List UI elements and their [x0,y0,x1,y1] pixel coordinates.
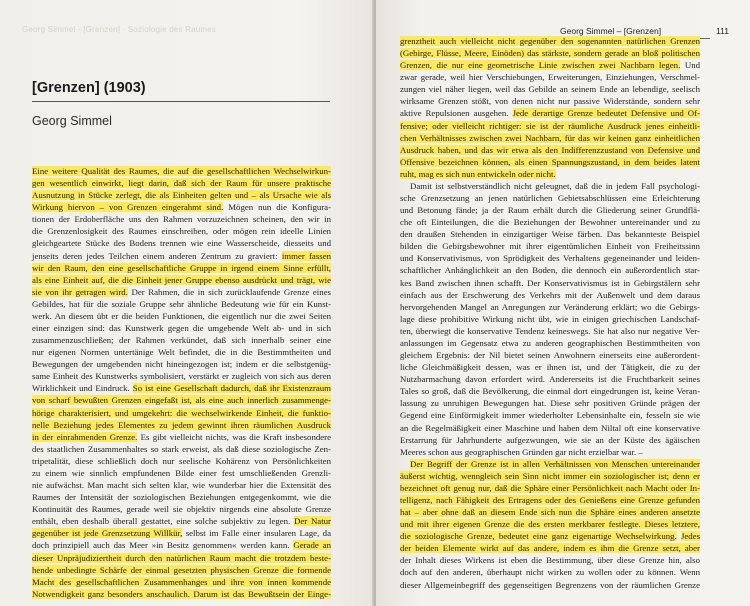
text-line [400,470,700,482]
plain-text: selbst im Falle einer insularen Lage, da [182,528,331,539]
text-line: Damit ist selbstverständlich nicht geleugnet, daß die in jedem Fall psychologi- [410,180,700,191]
text-line [400,59,700,71]
highlight-mark: fensive; oder vielleicht richtiger: sie ist der räumliche Ausdruck jenes einheitli- [400,120,700,131]
text-line: zungen viel näher liegen, weil das Gebilde an seinem Ende an lebendige, seelisch [400,84,700,95]
text-line [32,564,331,576]
left-page [0,0,374,606]
text-line: Raumes der Intensität der soziologischen Beziehungen entgegenkommt, wie die [32,492,331,503]
highlight-mark: die soziologische Grenze, bedeutet eine ganz eigenartige Wechselwirkung. [400,531,677,542]
highlight-mark: Macht des gesellschaftlichen Zusammenhanges und ihre von innen kommende [32,576,331,587]
highlight-mark: Gerade an [293,540,331,551]
highlight-mark: Ausnutzung in Stücke zerlegt, die als Einheiten gelten und – als Ursache wie als [32,190,331,201]
text-line: zusammenzuschließen; der Rahmen verkündet, daß sich innerhalb seiner eine [32,335,331,346]
text-line [400,530,700,542]
chapter-title: [Grenzen] (1903) [32,80,146,96]
text-line: einfach aus der Erschwerung des Verkehrs mit der Außenwelt und dem daraus [400,289,700,300]
text-line: bilden die Gebirgsbewohner mit ihrer eigentümlichen Einheit von Freiheitssinn [400,241,700,252]
text-line: sche Grenzsetzung an jenen natürlichen Gebietsabschlüssen eine Erleichterung [400,193,700,204]
text-line [400,518,700,530]
text-line [400,120,700,132]
highlight-mark: als eine Einheit auf, die die Einheit jener Gruppe ebenso ausdrückt und trägt, wie [32,274,331,285]
text-line: liche Gleichmäßigkeit dessen, was er ihnen ist, und der Tätigkeit, die zu der [400,362,700,373]
text-line: Gebildes, hat für die soziale Gruppe sehr ähnliche Bedeutung wie für ein Kunst- [32,298,331,309]
text-line: einer einzigen sind: das Kunstwerk gegen die umgebende Welt ab- und in sich [32,323,331,334]
text-line [32,274,331,286]
plain-text: Mögen nun die Konfigura- [223,202,332,213]
text-line [400,35,700,47]
text-line [400,156,700,168]
text-line: Tales so groß, daß die Bevölkerung, die einmal dort eingedrungen ist, keine Veran- [400,386,700,397]
text-line [32,201,331,213]
bleed-through-header: Georg Simmel · [Grenzen] · Soziologie des Raumes [22,25,217,34]
text-line [400,482,700,494]
text-line [32,165,331,177]
title-rule [32,101,330,102]
text-line [32,552,331,564]
highlight-mark: hende unbedingte Schärfe der einmal gesetzten physischen Grenze die formende [32,564,331,575]
highlight-mark: Eine weitere Qualität des Raumes, die auf die gesellschaftlichen Wechselwirkun- [32,166,331,176]
plain-text: doch prinzipiell auch das Meer »in Besitz genommen« werden kann. [32,540,294,551]
highlight-mark: grenztheit auch vielleicht nicht gegenüber den sogenannten natürlichen Grenzen [400,36,700,46]
page-number: 111 [716,26,729,36]
highlight-mark: nelle Beziehung jedes Elementes zu jedem gewinnt ihren räumlichen Ausdruck [32,419,331,430]
text-line [400,132,700,144]
highlight-mark: dieser Unpräjudiziertheit durch den natürlichen Raum macht die trotzdem beste- [32,552,331,563]
text-line [32,419,331,431]
plain-text: Der Rahmen, die in sich zurücklaufende Grenze eines [127,286,331,297]
text-line: den draußen Stehenden in einzigartiger Weise färben. Das bekannteste Beispiel [400,229,700,240]
text-line: und Betonung fände; ja der Raum erhält durch die Gliederung seiner Grundflä- [400,205,700,216]
text-line: Erstarrung für Jahrhunderte aufgezwungen, wie sie an der Küste des ägäischen [400,434,700,445]
highlight-mark: bezeichnet oft genug nur, daß die Sphäre einer Persönlichkeit nach Macht oder In- [400,482,700,493]
text-line: che oft Einteilungen, die die Beziehungen der Bewohner untereinander und zu [400,217,700,228]
text-line [400,47,700,59]
text-line: die Grenzenlosigkeit des Raumes einschreiben, oder mögen rein ideelle Linien [32,226,331,237]
text-line [32,576,331,588]
text-line [32,431,331,443]
text-line: hervorgehenden Mangel an Anregungen zur Veränderung erklärt; wo die Gebirgs- [400,301,700,312]
text-line: schaftlicher Anhänglichkeit an den Boden, die dennoch ein außerordentlich star- [400,265,700,276]
text-line: gleichgeartete Stücke des Bodens trennen wie eine Wasserscheide, diesseits und [32,238,331,249]
highlight-mark: Jede derartige Grenze bedeutet Defensive und Of- [512,108,700,119]
highlight-mark: So ist eine Gesellschaft dadurch, daß ihr Existenzraum [132,383,332,394]
text-line: zu einem wie sinnlich empfundenen Bilde einer fest umschließenden Grenzli- [32,467,331,478]
running-head: Georg Simmel – [Grenzen] [560,26,662,36]
text-line: Gegend eine Einförmigkeit immer wiederholter Lebensinhalte ein, fesseln sie wie [400,410,700,421]
text-line [400,542,700,554]
text-line: an die Regelmäßigkeit einer Maschine und haben dem Niltal oft eine konservative [400,422,700,433]
highlight-mark: und mit ihrer eigenen Grenze die des ersten merkbarer festlegte. Dieses letztere, [400,519,700,530]
text-line [400,144,700,156]
text-line [32,189,331,201]
text-line [32,286,331,298]
text-line [32,262,331,274]
text-line: lage diese prohibitive Wirkung nicht übt, wie in einigen griechischen Landschaf- [400,313,700,324]
highlight-mark: wir den Raum, den eine gesellschaftliche Gruppe in irgend einem Sinne erfüllt, [32,262,331,273]
text-line [32,539,331,551]
highlight-mark: sie von ihr getragen wird. [32,286,128,297]
highlight-mark: hat – aber ohne daß an diesem Ende sich nun die Sphäre eines anderen ansetzte [400,507,700,518]
highlight-mark: Offensive bezeichnen können, als einen Spannungszustand, in dem beides latent [400,156,700,167]
highlight-mark: von scharf bewußten Grenzen eingefaßt ist, als eine auch innerlich zusammenge- [32,395,331,406]
highlight-mark: hörige charakterisiert, und umgekehrt: die wechselwirkende Einheit, die funktio- [32,407,331,418]
text-line: des staatlichen Zusammenhaltes so stark erweist, als daß diese soziologische Zen- [32,443,331,454]
text-line [32,527,331,539]
highlight-mark: äußerst wichtig, wenngleich sein Sinn nicht immer ein soziologischer ist; denn er [400,470,700,481]
right-body-text [400,35,700,591]
text-line: der Inhalt dieses Wirkens ist eben die Bestimmung, über diese Grenze hin, also [400,555,700,566]
text-line: anlassungen im Gegensatz etwa zu anderen geographischen Bestimmtheiten von [400,337,700,348]
plain-text: aktive Repulsionen ausgehen. [400,108,513,119]
text-line [400,458,700,470]
plain-text: Es gibt vielleicht nichts, was die Kraft insbesondere [137,431,331,442]
text-line [400,168,700,180]
text-line [32,588,331,600]
highlight-mark: Der Begriff der Grenze ist in allen Verhältnissen von Menschen untereinander [410,458,700,469]
highlight-mark: gegenüber ist jede Grenzsetzung Willkür, [32,528,183,539]
text-line: Nutzbarmachung davon erfordert wird. Andererseits ist die Fruchtbarkeit seines [400,374,700,385]
text-line: ten, überwiegt die konservative Tendenz keineswegs. Sie hat also nur negative Ver- [400,325,700,336]
text-line: tripetalität, diese schließlich doch nur seelische Kohärenz von Persönlichkeiten [32,455,331,466]
highlight-mark: Grenzen, die nur eine geometrische Linie zwischen zwei Nachbarn legen. [400,60,681,71]
text-line [400,506,700,518]
text-line: gleichem Ergebnis: der Nil bietet seinen Anwohnern einerseits eine außerordent- [400,350,700,361]
text-line: werk. An diesem übt er die beiden Funktionen, die eigentlich nur die zwei Seiten [32,310,331,321]
left-body-text [32,165,331,600]
text-line: same Einheit des Kunstwerks symbolisiert, verstärkt er zugleich von sich aus deren [32,371,331,382]
author-name: Georg Simmel [32,114,112,128]
text-line: doch auf den anderen, überhaupt nicht wirken zu wollen oder zu können. Wenn [400,567,700,578]
highlight-mark: immer fassen [281,250,331,261]
text-line: lassung zu unruhigen Bewegungen hat. Diese sehr positiven Gründe prägen der [400,398,700,409]
text-line: tionen der Erdoberfläche uns den Rahmen vorzuzeichnen scheinen, den wir in [32,214,331,225]
text-line [32,515,331,527]
text-line: zwar gerade, weil hier Verschiebungen, Erweiterungen, Einziehungen, Verschmel- [400,72,700,83]
plain-text: Wirklichkeit und Eindruck. [32,383,133,394]
text-line [32,394,331,406]
highlight-mark: Wirkung hiervon – von Grenzen eingerahmt sind. [32,202,224,213]
highlight-mark: (Gebirge, Flüsse, Meere, Einöden) das stärkste, sondern gerade an bloß politischen [400,48,700,59]
text-line: wirksame Grenzen stößt, von denen nicht nur passive Widerstände, sondern sehr [400,96,700,107]
highlight-mark: gen wesentlich einwirkt, liegt darin, daß sich der Raum für unsere praktische [32,178,331,189]
highlight-mark: Jedes [680,531,701,542]
plain-text: enthält, eben deshalb überall gestattet, eine solche subjektiv zu legen. [32,516,295,527]
text-line [32,250,331,262]
highlight-mark: telligenz, nach Fähigkeit des Ertragens oder des Genießens eine Grenze gefunden [400,494,700,505]
text-line: Meeres schon aus geographischen Gründen gar nicht erzielbar war. – [400,446,643,457]
highlight-mark: in der einrahmenden Grenze. [32,431,138,442]
text-line: Bewegungen der umgebenden nicht hineingezogen ist; indem er die selbstgenüg- [32,359,331,370]
plain-text: jenseits deren jedes Teilchen einem anderen Zentrum zu graviert: [32,250,282,261]
highlight-mark: der beiden Elemente wirkt auf das andere, indem es ihm die Grenze setzt, aber [400,543,700,554]
text-line: Kontinuität des Raumes, gerade weil sie objektiv nirgends eine absolute Grenze [32,504,331,515]
text-line [400,494,700,506]
plain-text: Und [680,60,700,71]
highlight-mark: Ausdruck haben, und das wir etwa als den Indifferenzzustand von Defensive und [400,144,700,155]
highlight-mark: Der Natur [294,516,331,527]
highlight-mark: Notwendigkeit ganz besonders anschaulich. Darum ist das Bewußtsein der Einge- [32,588,331,599]
text-line [32,382,331,394]
text-line [32,407,331,419]
text-line: kes Band zwischen ihnen schafft. Der Konservativismus ist in Gebirgstälern sehr [400,277,700,288]
text-line [32,177,331,189]
text-line [400,107,700,119]
text-line: dieser Allgemeinbegriff des gegenseitigen Begrenzens von der räumlichen Grenze [400,579,700,590]
highlight-mark: chen Verhältnisses zwischen zwei Nachbarn, für das wir keinen ganz einheitlichen [400,132,700,143]
text-line: nur eigenen Normen untertänige Welt befindet, die in die Bestimmtheiten und [32,347,331,358]
highlight-mark: ruht, mag es sich nun entwickeln oder nicht. [400,168,556,179]
text-line: und Konservativismus, von Sprödigkeit des Verhaltens gegeneinander und leiden- [400,253,700,264]
text-line: nie aufwächst. Man macht sich selten klar, wie wunderbar hier die Extensität des [32,480,331,491]
